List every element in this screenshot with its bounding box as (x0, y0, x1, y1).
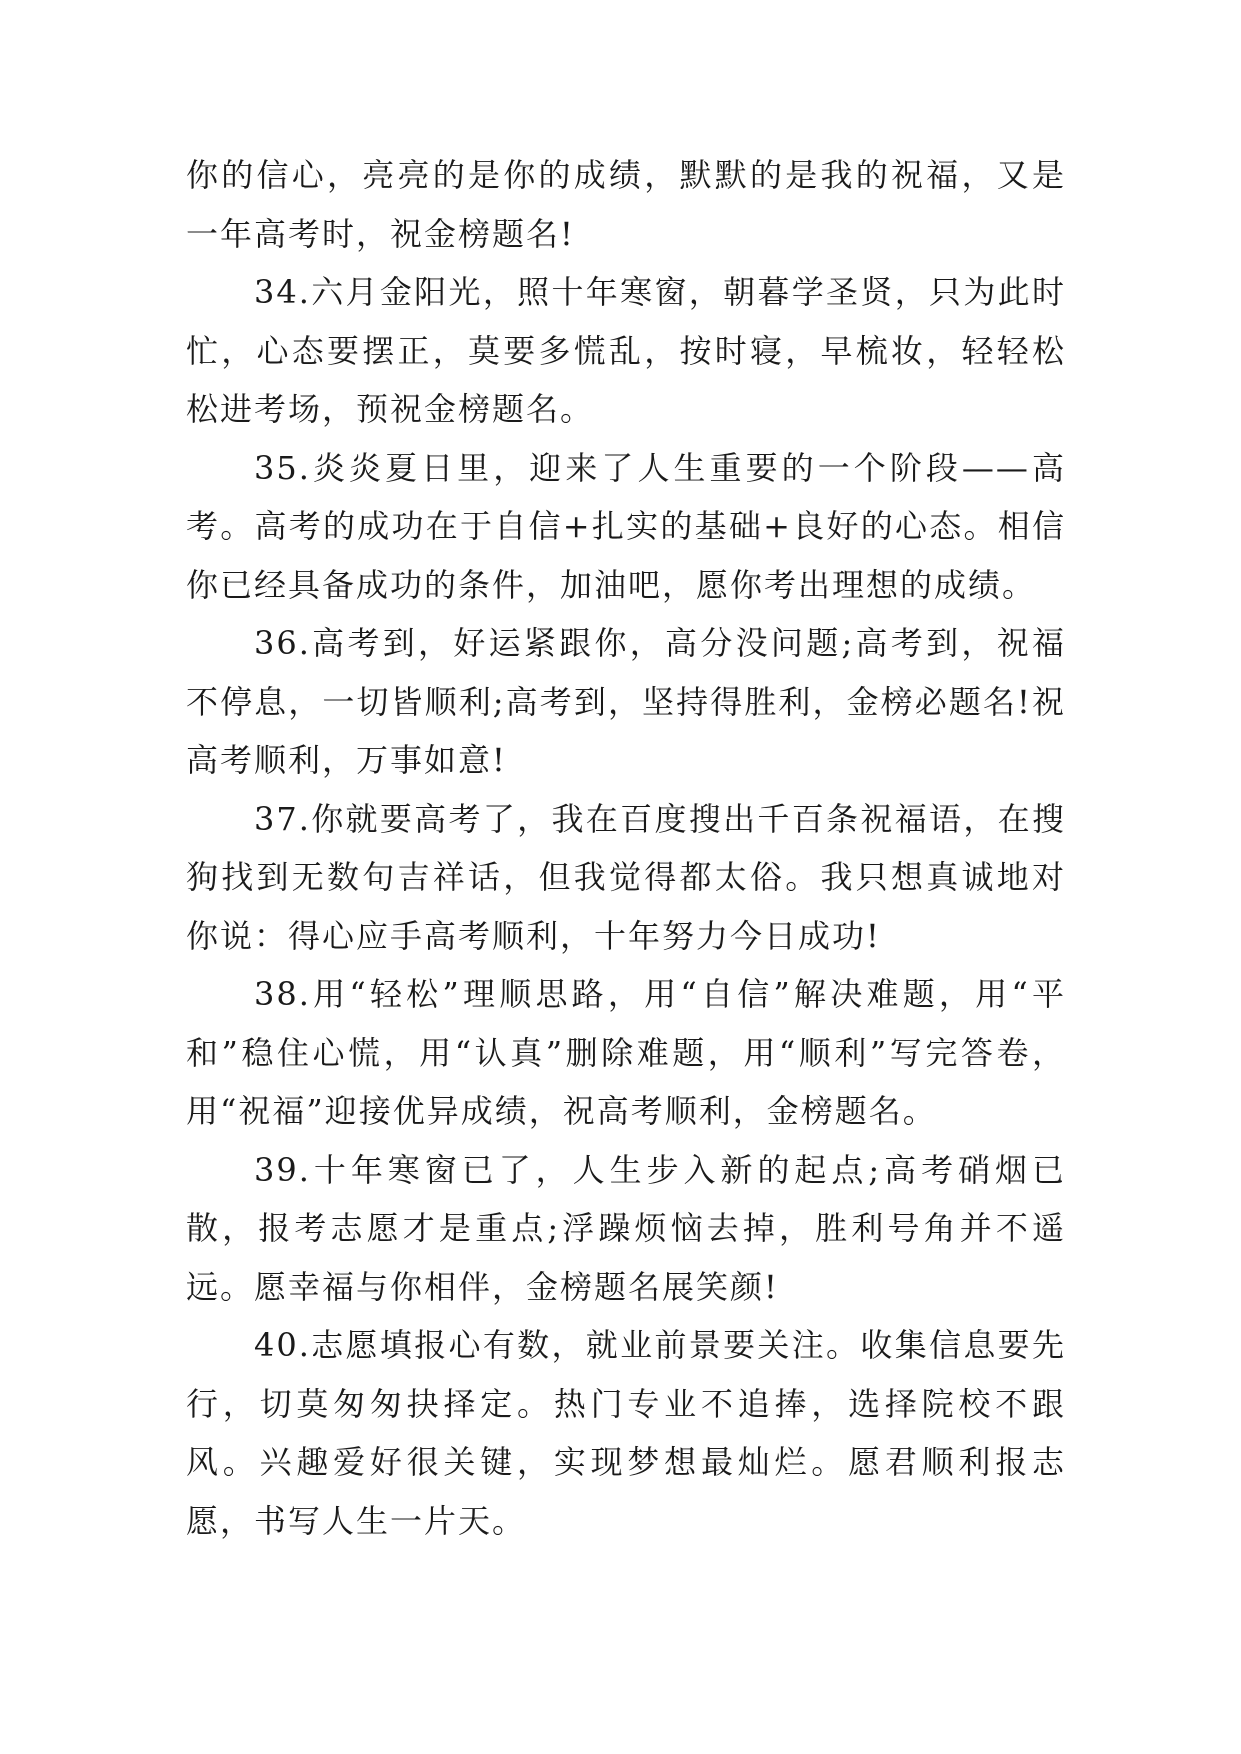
paragraph-35: 35.炎炎夏日里，迎来了人生重要的一个阶段——高考。高考的成功在于自信+扎实的基础+良好的心态。相信你已经具备成功的条件，加油吧，愿你考出理想的成绩。 (186, 448, 1066, 604)
paragraph-38: 38.用“轻松”理顺思路，用“自信”解决难题，用“平和”稳住心慌，用“认真”删除难题，用“顺利”写完答卷，用“祝福”迎接优异成绩，祝高考顺利，金榜题名。 (186, 975, 1066, 1130)
paragraph-34: 34.六月金阳光，照十年寒窗，朝暮学圣贤，只为此时忙，心态要摆正，莫要多慌乱，按时寝，早梳妆，轻轻松松进考场，预祝金榜题名。 (186, 273, 1066, 428)
paragraph-37: 37.你就要高考了，我在百度搜出千百条祝福语，在搜狗找到无数句吉祥话，但我觉得都太俗。我只想真诚地对你说：得心应手高考顺利，十年努力今日成功! (186, 799, 1066, 955)
paragraph-39: 39.十年寒窗已了，人生步入新的起点;高考硝烟已散，报考志愿才是重点;浮躁烦恼去掉，胜利号角并不遥远。愿幸福与你相伴，金榜题名展笑颜! (186, 1150, 1066, 1306)
paragraph-40: 40.志愿填报心有数，就业前景要关注。收集信息要先行，切莫匆匆抉择定。热门专业不追捧，选择院校不跟风。兴趣爱好很关键，实现梦想最灿烂。愿君顺利报志愿，书写人生一片天。 (186, 1326, 1066, 1540)
paragraph-continuation: 你的信心，亮亮的是你的成绩，默默的是我的祝福，又是一年高考时，祝金榜题名! (186, 156, 1066, 253)
document-body (186, 146, 1066, 1550)
paragraph-36: 36.高考到，好运紧跟你，高分没问题;高考到，祝福不停息，一切皆顺利;高考到，坚持得胜利，金榜必题名!祝高考顺利，万事如意! (186, 624, 1066, 779)
